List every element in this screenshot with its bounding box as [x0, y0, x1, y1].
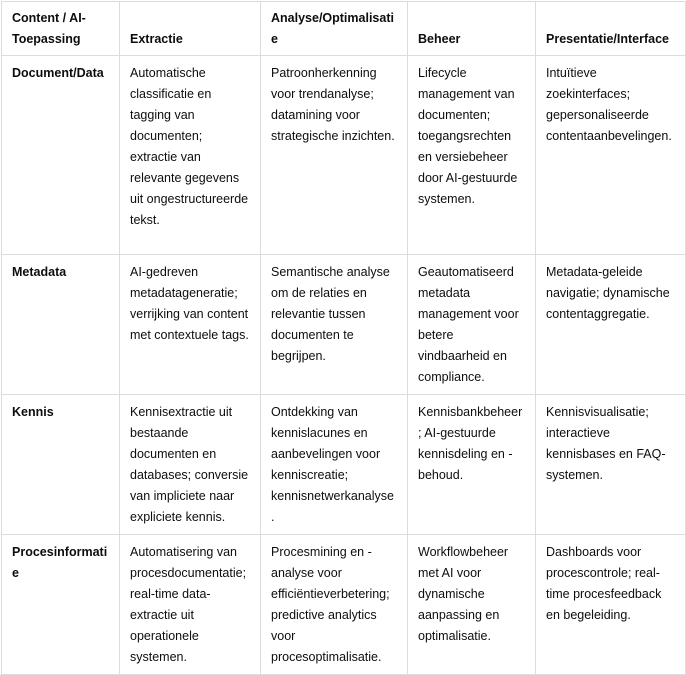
- table-cell: AI-gedreven metadatageneratie; verrijking van content met contextuele tags.: [120, 255, 261, 395]
- table-row: [2, 395, 686, 535]
- table-header-row: [2, 2, 686, 56]
- table-cell: Automatische classificatie en tagging van documenten; extractie van relevante gegevens uit ongestructureerde tekst.: [120, 56, 261, 255]
- table-cell: Patroonherkenning voor trendanalyse; datamining voor strategische inzichten.: [261, 56, 408, 255]
- table-cell: Kennisextractie uit bestaande documenten en databases; conversie van impliciete naar expliciete kennis.: [120, 395, 261, 535]
- row-category: Metadata: [2, 255, 120, 395]
- table-row: [2, 56, 686, 255]
- table-cell: Procesmining en -analyse voor efficiëntieverbetering; predictive analytics voor procesoptimalisatie.: [261, 535, 408, 675]
- row-category: Procesinformatie: [2, 535, 120, 675]
- table-cell: Lifecycle management van documenten; toegangsrechten en versiebeheer door AI-gestuurde systemen.: [408, 56, 536, 255]
- row-category: Document/Data: [2, 56, 120, 255]
- table-cell: Workflowbeheer met AI voor dynamische aanpassing en optimalisatie.: [408, 535, 536, 675]
- table-cell: Metadata-geleide navigatie; dynamische contentaggregatie.: [536, 255, 686, 395]
- table-row: [2, 255, 686, 395]
- header-content-ai-toepassing: Content / AI-Toepassing: [2, 2, 120, 56]
- header-extractie: Extractie: [120, 2, 261, 56]
- table-cell: Geautomatiseerd metadata management voor betere vindbaarheid en compliance.: [408, 255, 536, 395]
- table-row: [2, 535, 686, 675]
- table-cell: Semantische analyse om de relaties en relevantie tussen documenten te begrijpen.: [261, 255, 408, 395]
- table-cell: Intuïtieve zoekinterfaces; gepersonaliseerde contentaanbevelingen.: [536, 56, 686, 255]
- table-cell: Kennisvisualisatie; interactieve kennisbases en FAQ-systemen.: [536, 395, 686, 535]
- table-cell: Dashboards voor procescontrole; real-time procesfeedback en begeleiding.: [536, 535, 686, 675]
- table-cell: Ontdekking van kennislacunes en aanbevelingen voor kenniscreatie; kennisnetwerkanalyse.: [261, 395, 408, 535]
- header-presentatie-interface: Presentatie/Interface: [536, 2, 686, 56]
- header-analyse-optimalisatie: Analyse/Optimalisatie: [261, 2, 408, 56]
- row-category: Kennis: [2, 395, 120, 535]
- table-cell: Automatisering van procesdocumentatie; real-time data-extractie uit operationele systemen.: [120, 535, 261, 675]
- content-ai-table: [1, 1, 686, 675]
- table-cell: Kennisbankbeheer; AI-gestuurde kennisdeling en -behoud.: [408, 395, 536, 535]
- header-beheer: Beheer: [408, 2, 536, 56]
